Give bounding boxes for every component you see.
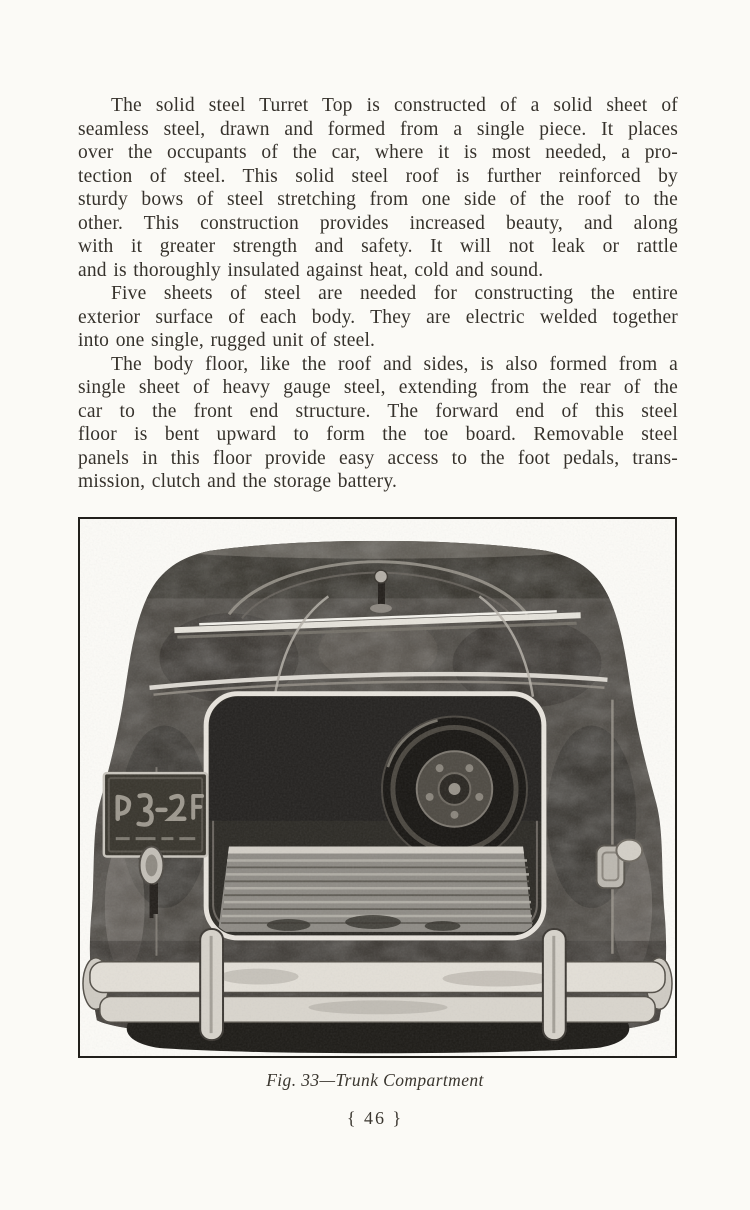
figure-frame: [78, 517, 677, 1058]
text-line: The body floor, like the roof and sides, is also formed from a: [111, 353, 678, 375]
text-line: floor is bent upward to form the toe board. Removable steel: [78, 424, 678, 445]
text-line: single sheet of heavy gauge steel, extending from the rear of the: [78, 377, 678, 398]
text-line: with it greater strength and safety. It will not leak or rattle: [78, 236, 678, 257]
text-line: tection of steel. This solid steel roof is further reinforced by: [78, 165, 678, 187]
text-line: exterior surface of each body. They are electric welded together: [78, 306, 678, 328]
text-line: sturdy bows of steel stretching from one side of the roof to the: [78, 189, 678, 210]
text-line: seamless steel, drawn and formed from a single piece. It places: [78, 118, 678, 140]
page-number: { 46 }: [346, 1108, 404, 1128]
paragraph: [78, 282, 678, 353]
body-text: [78, 94, 678, 494]
text-line: mission, clutch and the storage battery.: [78, 471, 398, 492]
text-line: other. This construction provides increased beauty, and along: [78, 212, 678, 234]
text-line: Five sheets of steel are needed for constructing the entire: [111, 283, 678, 304]
text-line: car to the front end structure. The forward end of this steel: [78, 400, 678, 422]
text-line: over the occupants of the car, where it is most needed, a pro-: [78, 142, 678, 163]
paragraph: [78, 94, 678, 282]
text-line: panels in this floor provide easy access to the foot pedals, trans-: [78, 447, 678, 469]
trunk-photo: [80, 519, 675, 1056]
paragraph: [78, 353, 678, 494]
scan-grain: [80, 519, 675, 1056]
text-line: into one single, rugged unit of steel.: [78, 330, 376, 351]
figure-caption: Fig. 33—Trunk Compartment: [266, 1070, 484, 1090]
text-line: and is thoroughly insulated against heat, cold and sound.: [78, 259, 544, 281]
text-line: The solid steel Turret Top is constructed of a solid sheet of: [111, 95, 678, 116]
